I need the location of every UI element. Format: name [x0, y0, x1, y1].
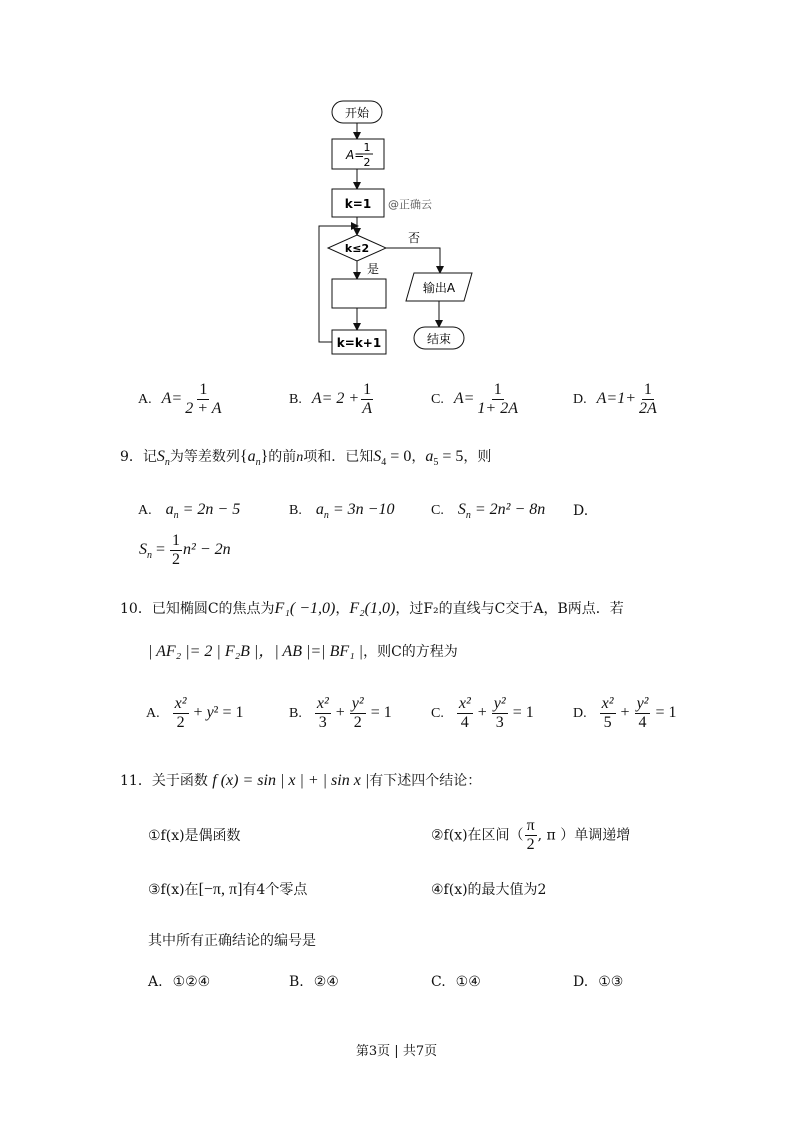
q11-option-c: C. ①④: [431, 974, 481, 990]
q9-stem: 9．记$S_n$为等差数列$\{a_n\}$的前n项和．已知$S_4 = 0$，$a_5 = 5$，则: [120, 448, 492, 469]
q11-conclusion-1: ①f(x)是偶函数: [148, 828, 241, 844]
q11-ask: 其中所有正确结论的编号是: [148, 933, 316, 949]
q8-option-a: A. A= $\frac{1}{2 + A}$: [138, 381, 222, 417]
q11-option-b: B. ②④: [289, 974, 339, 990]
q11-conclusion-2: ②f(x)在区间（ $\frac{\pi}{2}$ , π ）单调递增: [431, 817, 631, 853]
q10-option-c: C. $\frac{\text{x²}}{4}$ + $\frac{\text{y²}}{3}$ = 1: [431, 695, 534, 731]
flow-init-a-lhs: A=: [346, 148, 365, 162]
q10-option-a: A. $\frac{\text{x²}}{2}$ + y² = 1: [146, 695, 244, 731]
q11-stem: 11．关于函数 f (x) = sin | x | + | sin x |有下述四个结论：: [120, 772, 482, 789]
q9-option-a: A. $a_n = 2n - 5$: [138, 501, 241, 522]
flowchart: [0, 0, 793, 380]
flow-init-k-text: k=1: [344, 197, 372, 211]
flow-condition-text: k≤2: [344, 242, 370, 255]
flow-output-text: 输出A: [422, 281, 456, 295]
flow-no-label: 否: [408, 231, 421, 245]
q11-option-a: A. ①②④: [148, 974, 211, 990]
flow-start-text: 开始: [344, 106, 370, 120]
q8-option-d: D. A=1+ $\frac{1}{2A}$: [573, 381, 657, 417]
q8-option-b: B. A= 2 + $\frac{1}{A}$: [289, 381, 372, 417]
page-footer: 第3页 | 共7页: [355, 1044, 438, 1059]
q10-option-d: D. $\frac{\text{x²}}{5}$ + $\frac{\text{y²}}{4}$ = 1: [573, 695, 677, 731]
flow-init-a-den: 2: [363, 156, 371, 169]
q8-option-c: C. A= $\frac{1}{1+ 2A}$: [431, 381, 518, 417]
flow-watermark: @正确云: [388, 198, 432, 211]
q9-option-d-expr: $S_n$ = $\frac{1}{2}$ n² − 2n: [139, 532, 231, 568]
q11-conclusion-4: ④f(x)的最大值为2: [431, 882, 547, 898]
q10-stem-line2: | AF₂ |= 2 | F₂B |，| AB |=| BF₁ |，则C的方程为: [148, 643, 458, 660]
q10-option-b: B. $\frac{\text{x²}}{3}$ + $\frac{\text{y²}}{2}$ = 1: [289, 695, 392, 731]
flow-empty-box: [332, 279, 386, 308]
flow-init-a-num: 1: [363, 141, 371, 154]
q9-option-d-label: D.: [573, 503, 589, 519]
q9-option-b: B. $a_n = 3n -10$: [289, 501, 395, 522]
q9-option-c: C. $S_n = 2n^2 - 8n$: [431, 501, 546, 522]
flow-yes-label: 是: [367, 262, 380, 276]
q11-option-d: D. ①③: [573, 974, 624, 990]
flow-end-text: 结束: [426, 332, 452, 346]
flow-increment-text: k=k+1: [336, 336, 382, 350]
q11-conclusion-3: ③f(x)在[−π, π]有4个零点: [148, 881, 308, 898]
q10-stem-line1: 10．已知椭圆C的焦点为F₁( −1,0)，F₂(1,0)，过F₂的直线与C交于A，B两点．若: [120, 600, 624, 617]
